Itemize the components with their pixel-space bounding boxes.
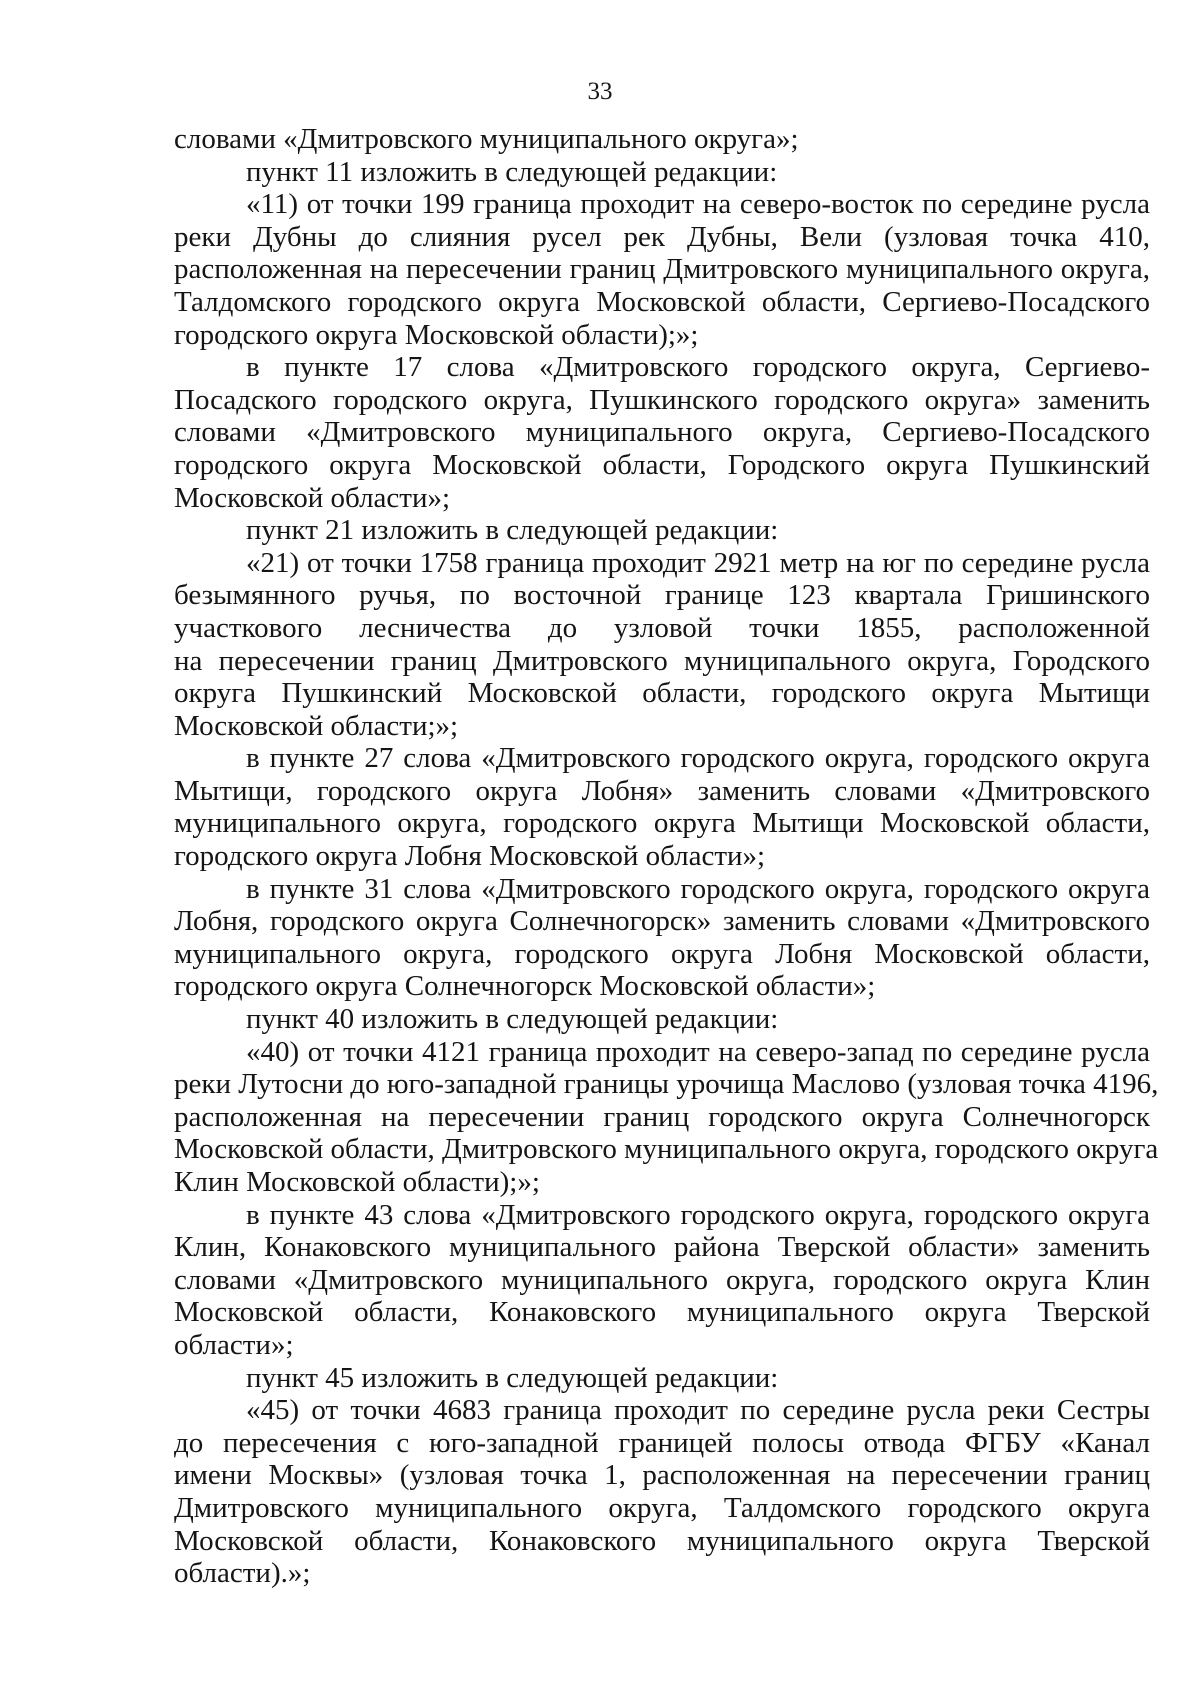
text-line: Московской области;»;	[174, 709, 459, 742]
paragraph	[174, 1394, 1150, 1590]
text-line: Московской области, Конаковского муниципального округа Тверской	[174, 1524, 1150, 1557]
text-line: пункт 21 изложить в следующей редакции:	[246, 514, 779, 547]
paragraph	[174, 1362, 1150, 1395]
text-line: участкового лесничества до узловой точки 1855, расположенной	[174, 611, 1150, 644]
text-line: пункт 40 изложить в следующей редакции:	[246, 1003, 779, 1036]
text-line: расположенная на пересечении границ Дмитровского муниципального округа,	[174, 253, 1150, 286]
text-line: Клин, Конаковского муниципального района Тверской области» заменить	[174, 1231, 1150, 1264]
text-line: в пункте 43 слова «Дмитровского городского округа, городского округа	[246, 1198, 1150, 1231]
text-line: словами «Дмитровского муниципального округа, городского округа Клин	[174, 1263, 1150, 1296]
text-line: городского округа Солнечногорск Московской области»;	[174, 970, 876, 1003]
text-line: городского округа Лобня Московской области»;	[174, 840, 766, 873]
text-line: муниципального округа, городского округа Мытищи Московской области,	[174, 807, 1150, 840]
text-line: городского округа Московской области, Городского округа Пушкинский	[174, 448, 1150, 481]
paragraph	[174, 742, 1150, 872]
text-line: расположенная на пересечении границ городского округа Солнечногорск	[174, 1100, 1150, 1133]
text-line: Посадского городского округа, Пушкинского городского округа» заменить	[174, 383, 1150, 416]
text-line: городского округа Московской области);»;	[174, 318, 699, 351]
text-line: Дмитровского муниципального округа, Талдомского городского округа	[174, 1491, 1150, 1524]
paragraph	[174, 156, 1150, 189]
text-line: области»;	[174, 1328, 294, 1361]
text-line: в пункте 27 слова «Дмитровского городского округа, городского округа	[246, 742, 1150, 775]
page-number: 33	[587, 78, 613, 105]
text-line: Московской области»;	[174, 481, 451, 514]
text-line: Московской области, Конаковского муниципального округа Тверской	[174, 1296, 1150, 1329]
text-line: Мытищи, городского округа Лобня» заменить словами «Дмитровского	[174, 774, 1150, 807]
text-line: реки Дубны до слияния русел рек Дубны, Вели (узловая точка 410,	[174, 220, 1150, 253]
paragraph	[174, 547, 1150, 743]
text-line: в пункте 31 слова «Дмитровского городского округа, городского округа	[246, 872, 1150, 905]
text-line: на пересечении границ Дмитровского муниципального округа, Городского	[174, 644, 1150, 677]
text-line: безымянного ручья, по восточной границе 123 квартала Гришинского	[174, 579, 1150, 612]
text-line: «40) от точки 4121 граница проходит на северо-запад по середине русла	[246, 1035, 1150, 1068]
text-line: «11) от точки 199 граница проходит на северо-восток по середине русла	[246, 188, 1150, 221]
paragraph	[174, 123, 1150, 156]
text-line: «21) от точки 1758 граница проходит 2921 метр на юг по середине русла	[246, 546, 1150, 579]
text-line: Лобня, городского округа Солнечногорск» заменить словами «Дмитровского	[174, 905, 1150, 938]
text-line: муниципального округа, городского округа Лобня Московской области,	[174, 937, 1150, 970]
text-line: словами «Дмитровского муниципального округа, Сергиево-Посадского	[174, 416, 1150, 449]
paragraph	[174, 1003, 1150, 1036]
text-line: Московской области, Дмитровского муниципального округа, городского округа	[174, 1133, 1159, 1166]
text-line: имени Москвы» (узловая точка 1, расположенная на пересечении границ	[174, 1459, 1150, 1492]
text-line: округа Пушкинский Московской области, городского округа Мытищи	[174, 677, 1150, 710]
paragraph	[174, 514, 1150, 547]
paragraph	[174, 873, 1150, 1003]
text-line: до пересечения с юго-западной границей полосы отвода ФГБУ «Канал	[174, 1426, 1150, 1459]
text-line: реки Лутосни до юго-западной границы урочища Маслово (узловая точка 4196,	[174, 1068, 1159, 1101]
text-line: в пункте 17 слова «Дмитровского городского округа, Сергиево-	[246, 351, 1150, 384]
paragraph	[174, 1199, 1150, 1362]
text-line: Талдомского городского округа Московской области, Сергиево-Посадского	[174, 285, 1150, 318]
text-line: Клин Московской области);»;	[174, 1166, 540, 1198]
text-line: пункт 11 изложить в следующей редакции:	[246, 155, 778, 188]
document-body	[174, 123, 1159, 1590]
text-line: пункт 45 изложить в следующей редакции:	[246, 1361, 779, 1394]
text-line: области).»;	[174, 1557, 311, 1590]
paragraph	[174, 188, 1150, 351]
text-line: словами «Дмитровского муниципального округа»;	[174, 123, 799, 155]
paragraph	[174, 1035, 1159, 1199]
paragraph	[174, 351, 1150, 514]
text-line: «45) от точки 4683 граница проходит по середине русла реки Сестры	[246, 1394, 1150, 1427]
